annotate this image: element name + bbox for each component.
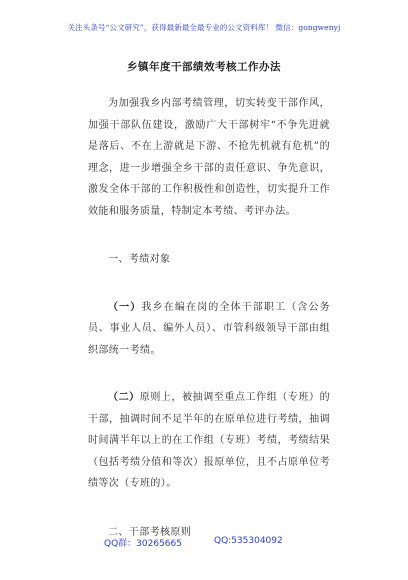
section-heading-assessment-targets: 一、考绩对象 — [108, 254, 171, 265]
document-title: 乡镇年度干部绩效考核工作办法 — [127, 61, 281, 73]
footer-qq-number: QQ:535304092 — [214, 536, 283, 546]
item-1-number: （一） — [108, 301, 142, 313]
footer-qq-group: QQ群：30265665 — [104, 539, 182, 549]
item-1-text: 我乡在编在岗的全体干部职工（含公务员、事业人员、编外人员）、市管科级领导干部由组织部统一考绩。 — [88, 301, 330, 356]
item-2-paragraph — [88, 387, 330, 495]
item-2-number: （二） — [108, 392, 140, 403]
footer-contacts — [0, 536, 408, 548]
item-1-paragraph — [88, 297, 330, 362]
intro-paragraph: 为加强我乡内部考绩管理，切实转变干部作风，加强干部队伍建设，激励广大干部树牢“不争先进就是落后、不在上游就是下游、不抢先机就有危机”的理念，进一步增强全乡干部的责任意识、争先意识，激发全体干部的工作积极性和创造性，切实提升工作效能和服务质量，特制定本考绩、考评办法。 — [88, 98, 330, 217]
item-2-text: 原则上，被抽调至重点工作组（专班）的干部，抽调时间不足半年的在原单位进行考绩，抽调时间满半年以上的在工作组（专班）考绩，考绩结果（包括考绩分值和等次）报原单位，且不占原单位考绩等次（专班的）。 — [88, 392, 331, 489]
document-body — [88, 93, 330, 543]
section-heading-assessment-principles: 二、干部考核原则 — [108, 526, 192, 538]
header-banner: 关注头条号“公文研究”，获得最新最全最专业的公文资料库！ 微信：gongwenyj — [67, 23, 341, 32]
